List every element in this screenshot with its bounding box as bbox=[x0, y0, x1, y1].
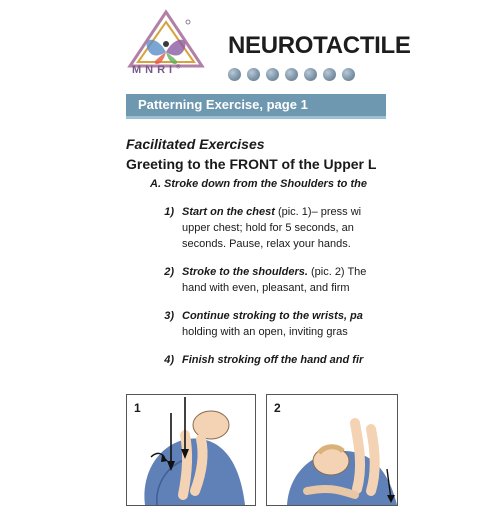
exercise-content bbox=[126, 136, 386, 376]
illustration-pic-1 bbox=[126, 394, 256, 506]
step-text bbox=[182, 264, 366, 296]
step-rest: (pic. 1)– press wi bbox=[274, 206, 362, 218]
step-lead: Continue stroking to the wrists, pa bbox=[182, 310, 363, 322]
step-number: 2) bbox=[164, 266, 174, 278]
step-line: hand with even, pleasant, and firm bbox=[182, 282, 350, 294]
step-lead: Finish stroking off the hand and fir bbox=[182, 354, 364, 366]
step-item bbox=[126, 352, 386, 368]
chest-press-illustration-icon bbox=[127, 395, 255, 505]
step-number: 4) bbox=[164, 354, 174, 366]
decorative-dot-row bbox=[228, 68, 355, 81]
step-text bbox=[182, 352, 363, 368]
shoulder-stroke-illustration-icon bbox=[267, 395, 397, 505]
step-number: 1) bbox=[164, 206, 174, 218]
step-item bbox=[126, 308, 386, 340]
butterfly-triangle-logo-icon bbox=[126, 8, 206, 88]
logo-text: MNRI® bbox=[132, 64, 181, 76]
step-lead: Start on the chest bbox=[182, 206, 275, 218]
step-number: 3) bbox=[164, 310, 174, 322]
step-text bbox=[182, 308, 363, 340]
step-line: holding with an open, inviting gras bbox=[182, 326, 348, 338]
step-a-heading: A. Stroke down from the Shoulders to the bbox=[150, 178, 367, 190]
illustration-pic-2 bbox=[266, 394, 398, 506]
section-title: Facilitated Exercises bbox=[126, 136, 265, 152]
step-item bbox=[126, 264, 386, 296]
dot-bullet-icon bbox=[247, 68, 260, 81]
step-text bbox=[182, 204, 361, 252]
picture-number: 1 bbox=[134, 401, 141, 415]
page-title: NEUROTACTILE bbox=[228, 32, 411, 59]
dot-bullet-icon bbox=[266, 68, 279, 81]
banner-label: Patterning Exercise, page 1 bbox=[138, 97, 308, 112]
step-lead: Stroke to the shoulders. bbox=[182, 266, 308, 278]
step-line: upper chest; hold for 5 seconds, an bbox=[182, 222, 354, 234]
dot-bullet-icon bbox=[285, 68, 298, 81]
step-list bbox=[126, 204, 386, 368]
section-subtitle: Greeting to the FRONT of the Upper L bbox=[126, 156, 377, 172]
dot-bullet-icon bbox=[323, 68, 336, 81]
section-banner bbox=[126, 94, 386, 119]
dot-bullet-icon bbox=[304, 68, 317, 81]
step-line: seconds. Pause, relax your hands. bbox=[182, 238, 351, 250]
step-item bbox=[126, 204, 386, 252]
dot-bullet-icon bbox=[342, 68, 355, 81]
step-rest: (pic. 2) The bbox=[307, 266, 367, 278]
picture-number: 2 bbox=[274, 401, 281, 415]
dot-bullet-icon bbox=[228, 68, 241, 81]
